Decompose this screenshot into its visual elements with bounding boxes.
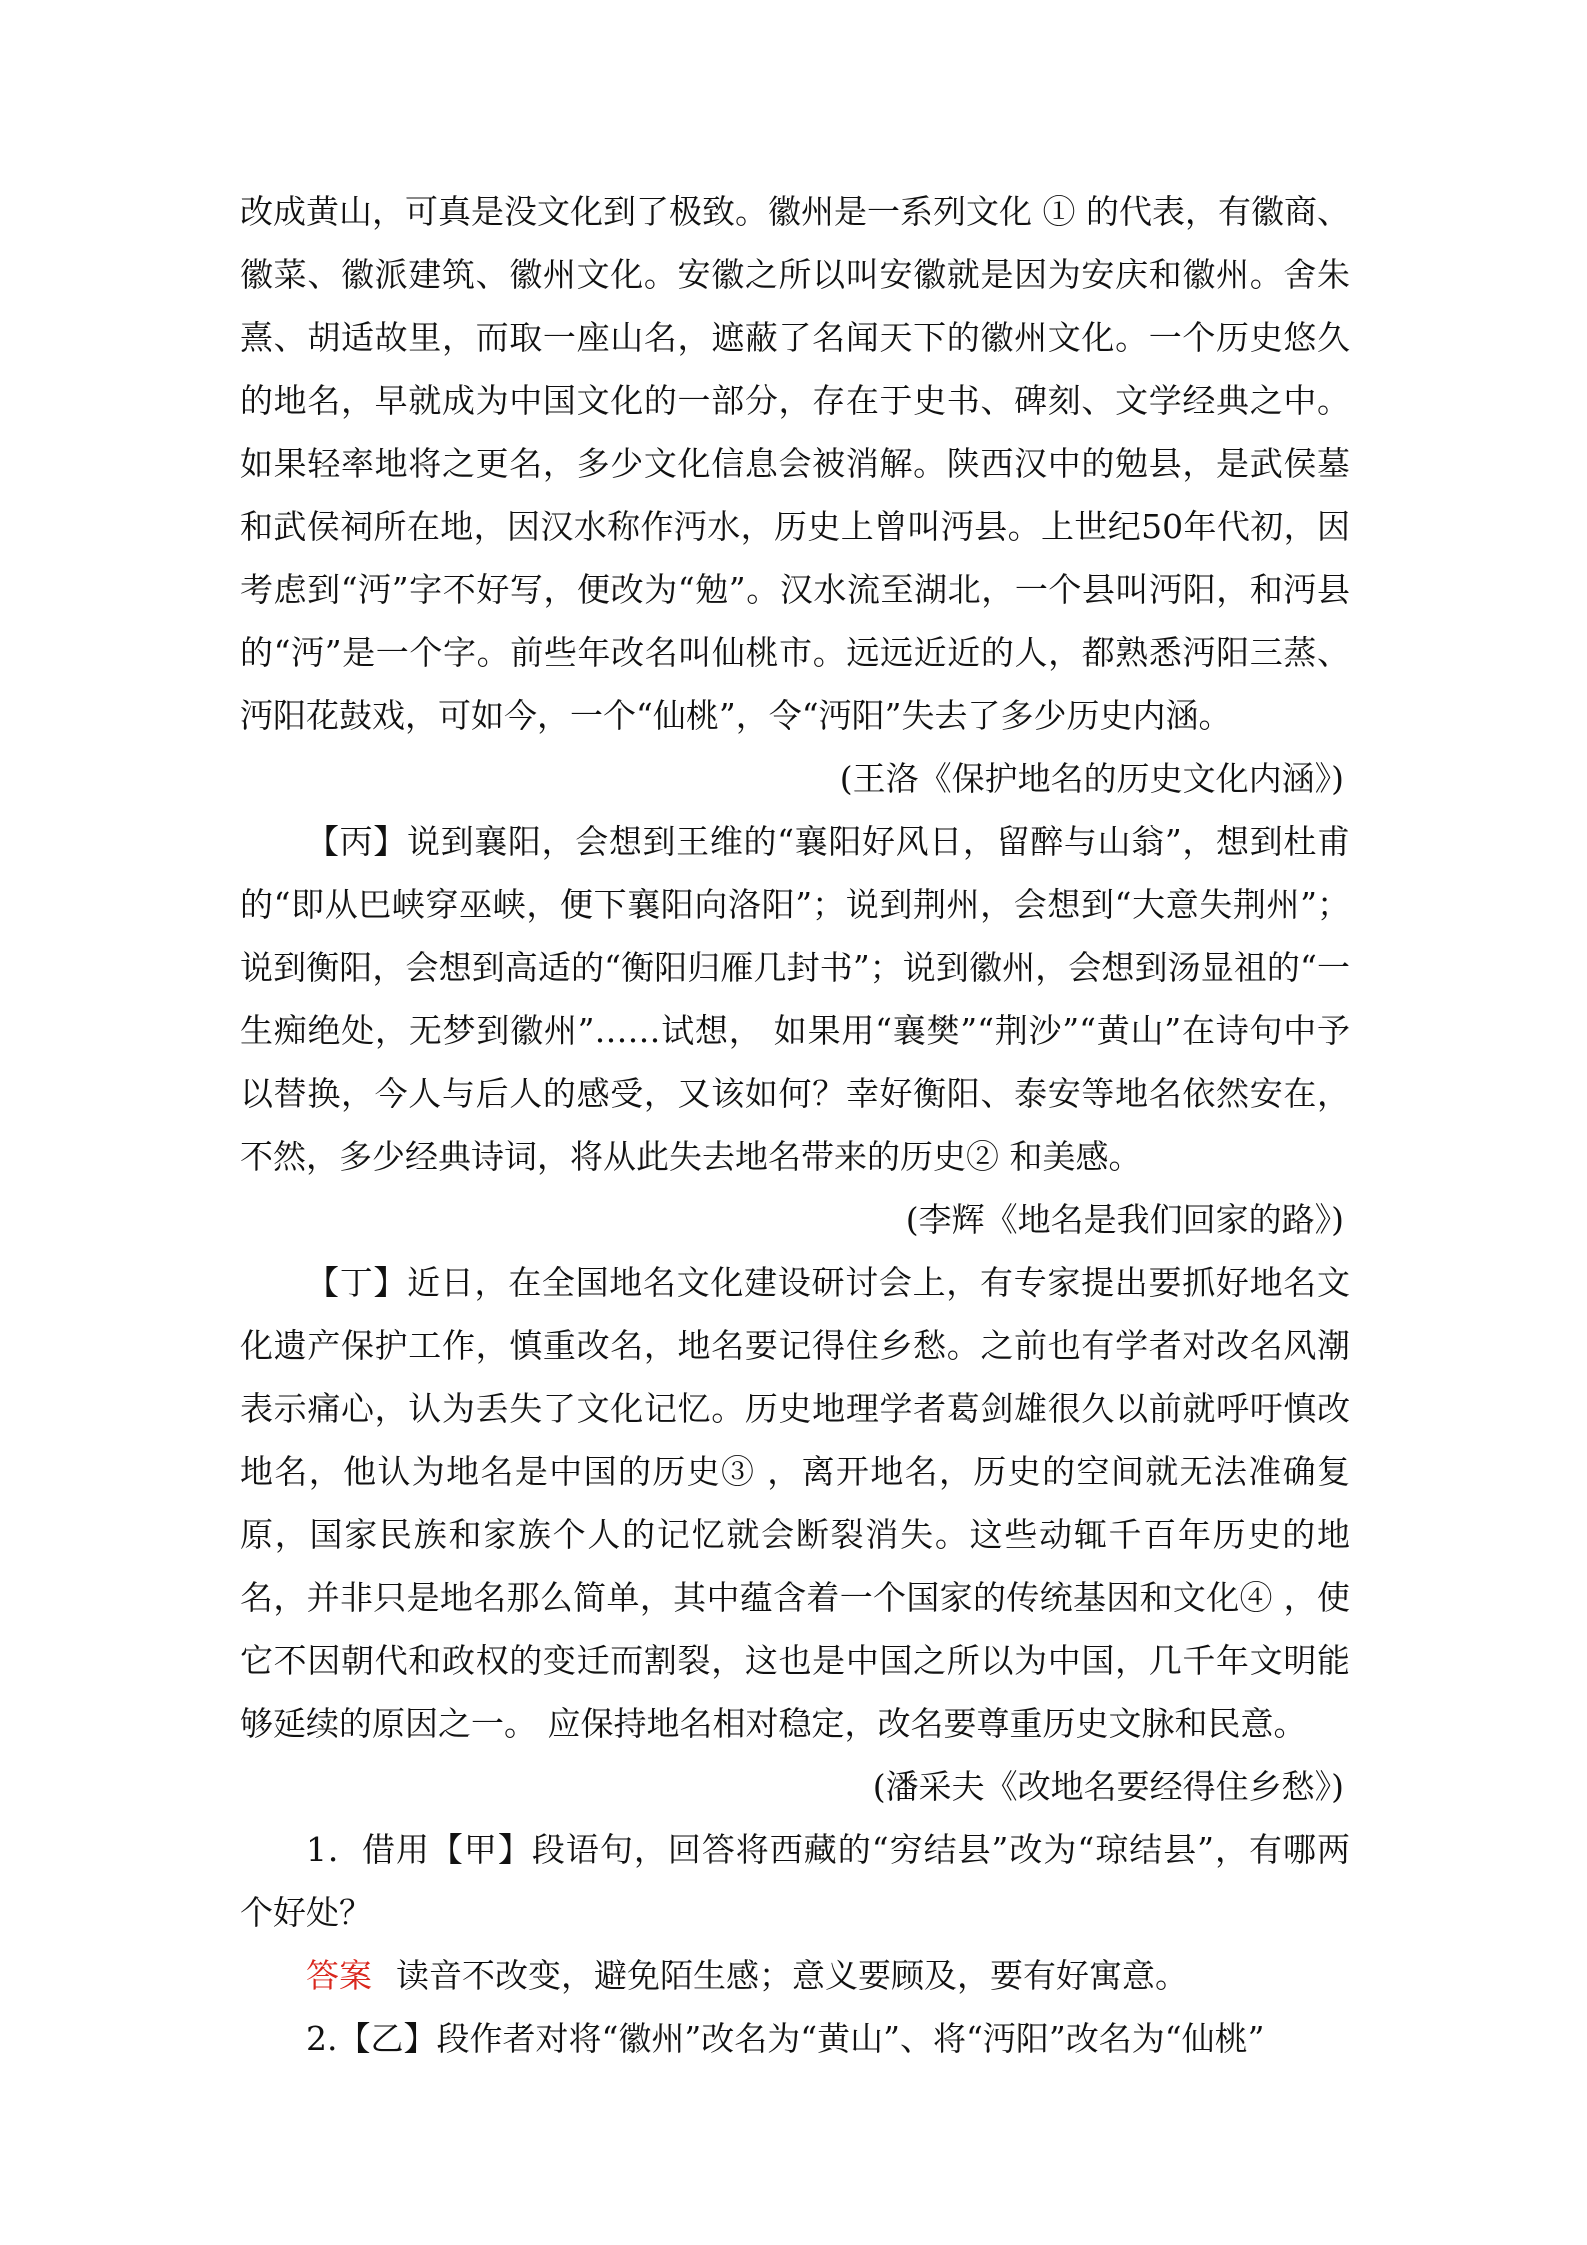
source-yi: (王洛《保护地名的历史文化内涵》)	[839, 759, 1344, 798]
answer-label: 答案	[306, 1956, 372, 1995]
passage-ding: 【丁】近日，在全国地名文化建设研讨会上，有专家提出要抓好地名文化遗产保护工作，慎重改名，地名要记得住乡愁。之前也有学者对改名风潮表示痛心，认为丢失了文化记忆。历史地理学者葛剑雄很久以前就呼吁慎改地名，他认为地名是中国的历史③ ，离开地名，历史的空间就无法准确复原，国家民族和家族个人的记忆就会断裂消失。这些动辄千百年历史的地名，并非只是地名那么简单，其中蕴含着一个国家的传统基因和文化④ ，使它不因朝代和政权的变迁而割裂，这也是中国之所以为中国，几千年文明能够延续的原因之一。 应保持地名相对稳定，改名要尊重历史文脉和民意。	[240, 1263, 1350, 1743]
source-ding: (潘采夫《改地名要经得住乡愁》)	[872, 1767, 1344, 1806]
source-bing: (李辉《地名是我们回家的路》)	[905, 1200, 1344, 1239]
passage-yi-continued: 改成黄山，可真是没文化到了极致。徽州是一系列文化 ① 的代表，有徽商、徽菜、徽派建筑、徽州文化。安徽之所以叫安徽就是因为安庆和徽州。舍朱熹、胡适故里，而取一座山名，遮蔽了名闻天下的徽州文化。一个历史悠久的地名，早就成为中国文化的一部分，存在于史书、碑刻、文学经典之中。如果轻率地将之更名，多少文化信息会被消解。陕西汉中的勉县，是武侯墓和武侯祠所在地，因汉水称作沔水，历史上曾叫沔县。上世纪50年代初，因考虑到“沔”字不好写，便改为“勉”。汉水流至湖北，一个县叫沔阳，和沔县的“沔”是一个字。前些年改名叫仙桃市。远远近近的人，都熟悉沔阳三蒸、沔阳花鼓戏，可如今，一个“仙桃”，令“沔阳”失去了多少历史内涵。	[240, 192, 1350, 735]
answer-1-text: 读音不改变，避免陌生感；意义要顾及，要有好寓意。	[396, 1956, 1188, 1995]
question-2: 2.【乙】段作者对将“徽州”改名为“黄山”、将“沔阳”改名为“仙桃”	[306, 2019, 1265, 2058]
answer-1	[240, 1944, 1350, 2007]
passage-bing: 【丙】说到襄阳，会想到王维的“襄阳好风日，留醉与山翁”，想到杜甫的“即从巴峡穿巫峡，便下襄阳向洛阳”；说到荆州，会想到“大意失荆州”；说到衡阳，会想到高适的“衡阳归雁几封书”；说到徽州，会想到汤显祖的“一生痴绝处，无梦到徽州”……试想， 如果用“襄樊”“荆沙”“黄山”在诗句中予以替换，今人与后人的感受，又该如何？幸好衡阳、泰安等地名依然安在，不然，多少经典诗词，将从此失去地名带来的历史② 和美感。	[240, 822, 1350, 1176]
question-1: 1．借用【甲】段语句，回答将西藏的“穷结县”改为“琼结县”，有哪两个好处？	[240, 1830, 1350, 1932]
document-page	[240, 180, 1350, 2070]
